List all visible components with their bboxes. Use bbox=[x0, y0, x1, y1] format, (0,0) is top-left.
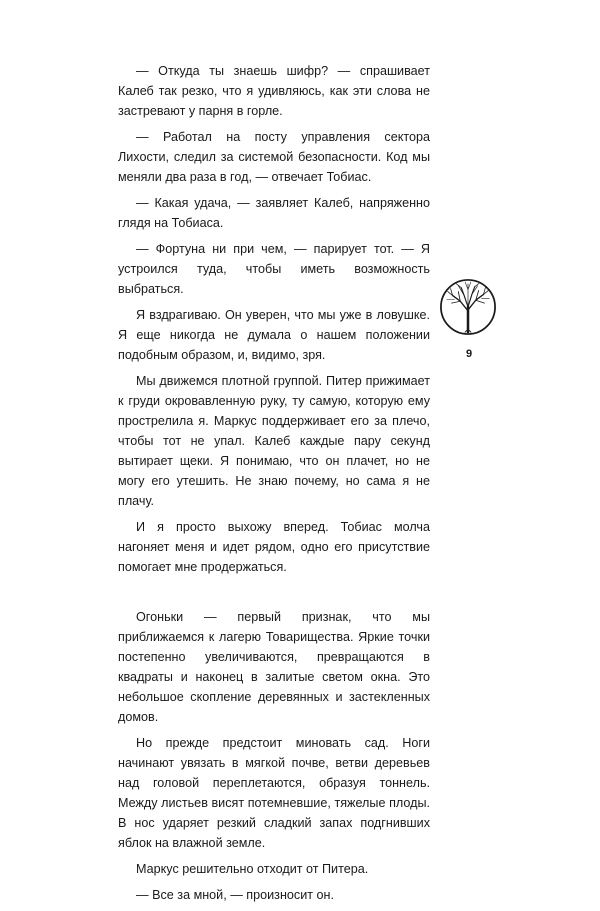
paragraph: Но прежде предстоит миновать сад. Ноги начинают увязать в мягкой почве, ветви деревьев над головой переплетаются, образуя тоннель. Между листьев висят потемневшие, тяжелые плоды. В нос ударяет резкий сладкий запах подгнивших яблок на влажной земле. bbox=[118, 736, 430, 850]
paragraph: Мы движемся плотной группой. Питер прижимает к груди окровавленную руку, ту самую, которую ему прострелила я. Маркус поддерживает его за плечо, чтобы тот не упал. Калеб каждые пару секунд вытирает щеки. Я понимаю, что он плачет, но не могу его утешить. Не знаю почему, но сама я не плачу. bbox=[118, 374, 430, 508]
paragraph: — Откуда ты знаешь шифр? — спрашивает Калеб так резко, что я удивляюсь, как эти слова не застревают у парня в горле. bbox=[118, 64, 430, 118]
paragraph: Я вздрагиваю. Он уверен, что мы уже в ловушке. Я еще никогда не думала о нашем положении подобным образом, и, видимо, зря. bbox=[118, 308, 430, 362]
tree-emblem-icon bbox=[439, 278, 497, 336]
paragraph: — Какая удача, — заявляет Калеб, напряженно глядя на Тобиаса. bbox=[118, 196, 430, 230]
paragraph: Огоньки — первый признак, что мы приближаемся к лагерю Товарищества. Яркие точки постепенно увеличиваются, превращаются в квадраты и наконец в залитые светом окна. Это небольшое скопление деревянных и застекленных домов. bbox=[118, 610, 430, 724]
page-number: 9 bbox=[465, 348, 473, 360]
paragraph: — Фортуна ни при чем, — парирует тот. — Я устроился туда, чтобы иметь возможность выбраться. bbox=[118, 242, 430, 296]
paragraph: Маркус решительно отходит от Питера. bbox=[136, 862, 369, 876]
paragraph: — Работал на посту управления сектора Лихости, следил за системой безопасности. Код мы меняли два раза в год, — отвечает Тобиас. bbox=[118, 130, 430, 184]
body-text bbox=[118, 61, 430, 911]
paragraph: — Все за мной, — произносит он. bbox=[136, 888, 334, 902]
paragraph: И я просто выхожу вперед. Тобиас молча нагоняет меня и идет рядом, одно его присутствие помогает мне продержаться. bbox=[118, 520, 430, 574]
